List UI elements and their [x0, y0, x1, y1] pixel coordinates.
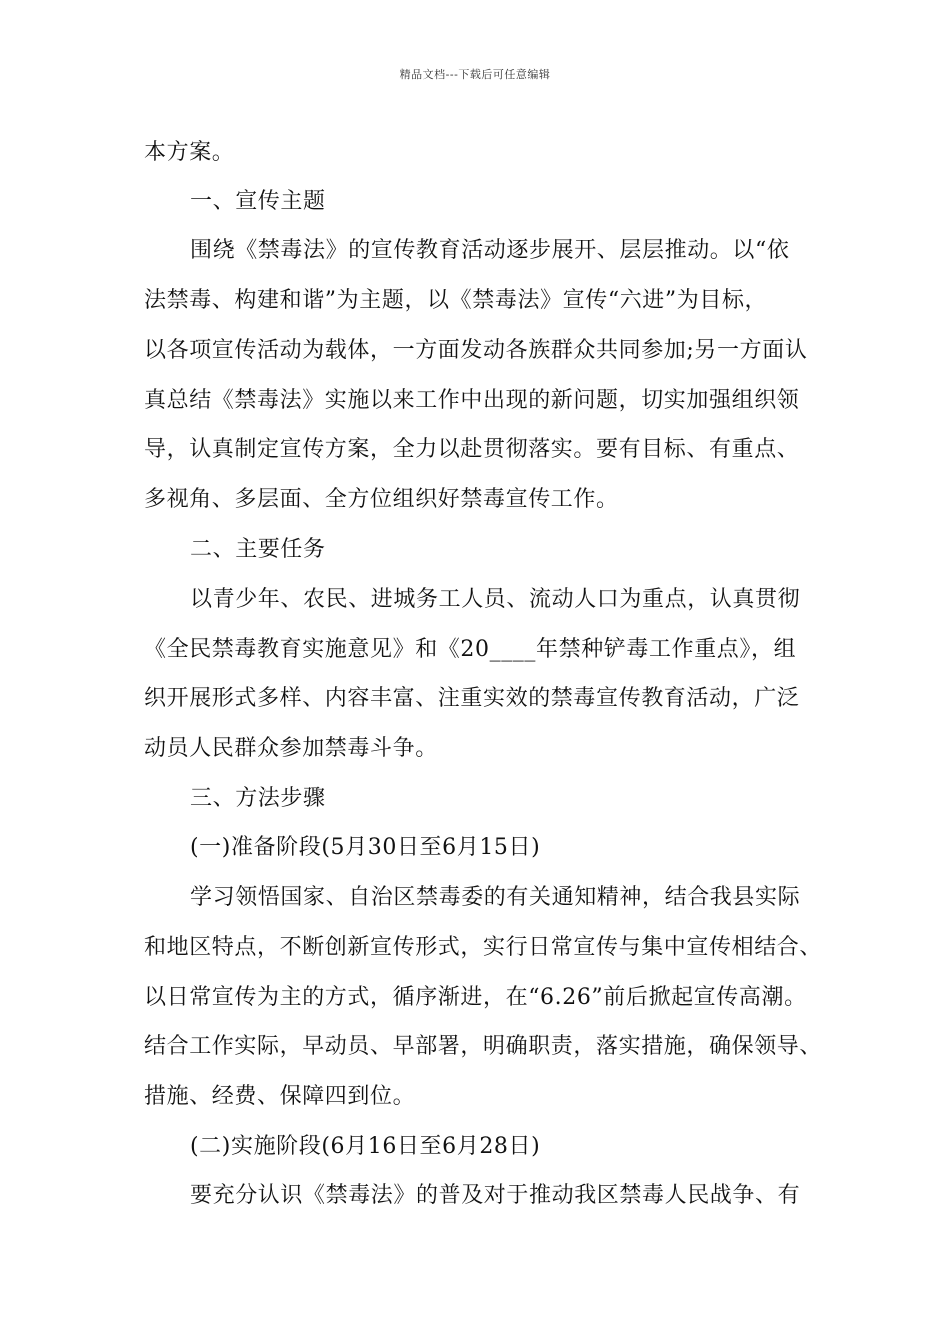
paragraph-line: 法禁毒、构建和谐”为主题，以《禁毒法》宣传“六进”为目标，: [144, 288, 768, 313]
section-heading: 三、方法步骤: [190, 786, 326, 811]
paragraph-line: 真总结《禁毒法》实施以来工作中出现的新问题，切实加强组织领: [144, 388, 800, 413]
paragraph-line: 动员人民群众参加禁毒斗争。: [144, 736, 438, 761]
page-header: 精品文档---下载后可任意编辑: [399, 68, 551, 81]
paragraph-line: 多视角、多层面、全方位组织好禁毒宣传工作。: [144, 487, 619, 512]
section-heading: 一、宣传主题: [190, 189, 326, 214]
paragraph-line: 织开展形式多样、内容丰富、注重实效的禁毒宣传教育活动，广泛: [144, 686, 800, 711]
paragraph-line: 结合工作实际，早动员、早部署，明确职责，落实措施，确保领导、: [144, 1034, 823, 1059]
paragraph-line: 和地区特点，不断创新宣传形式，实行日常宣传与集中宣传相结合、: [144, 935, 823, 960]
paragraph-line: 导，认真制定宣传方案，全力以赴贯彻落实。要有目标、有重点、: [144, 437, 800, 462]
paragraph-line: 《全民禁毒教育实施意见》和《20____年禁种铲毒工作重点》，组: [144, 637, 797, 662]
paragraph-line: 学习领悟国家、自治区禁毒委的有关通知精神，结合我县实际: [190, 885, 801, 910]
subsection-heading: (一)准备阶段(5月30日至6月15日): [190, 835, 541, 860]
paragraph-line: 要充分认识《禁毒法》的普及对于推动我区禁毒人民战争、有: [190, 1183, 801, 1208]
paragraph-line: 围绕《禁毒法》的宣传教育活动逐步展开、层层推动。以“依: [190, 238, 790, 263]
paragraph-line: 本方案。: [144, 140, 235, 165]
section-heading: 二、主要任务: [190, 537, 326, 562]
paragraph-line: 以日常宣传为主的方式，循序渐进，在“6.26”前后掀起宣传高潮。: [144, 985, 807, 1010]
paragraph-line: 以各项宣传活动为载体，一方面发动各族群众共同参加;另一方面认: [144, 338, 808, 363]
paragraph-line: 以青少年、农民、进城务工人员、流动人口为重点，认真贯彻: [190, 587, 801, 612]
paragraph-line: 措施、经费、保障四到位。: [144, 1084, 416, 1109]
subsection-heading: (二)实施阶段(6月16日至6月28日): [190, 1134, 541, 1159]
